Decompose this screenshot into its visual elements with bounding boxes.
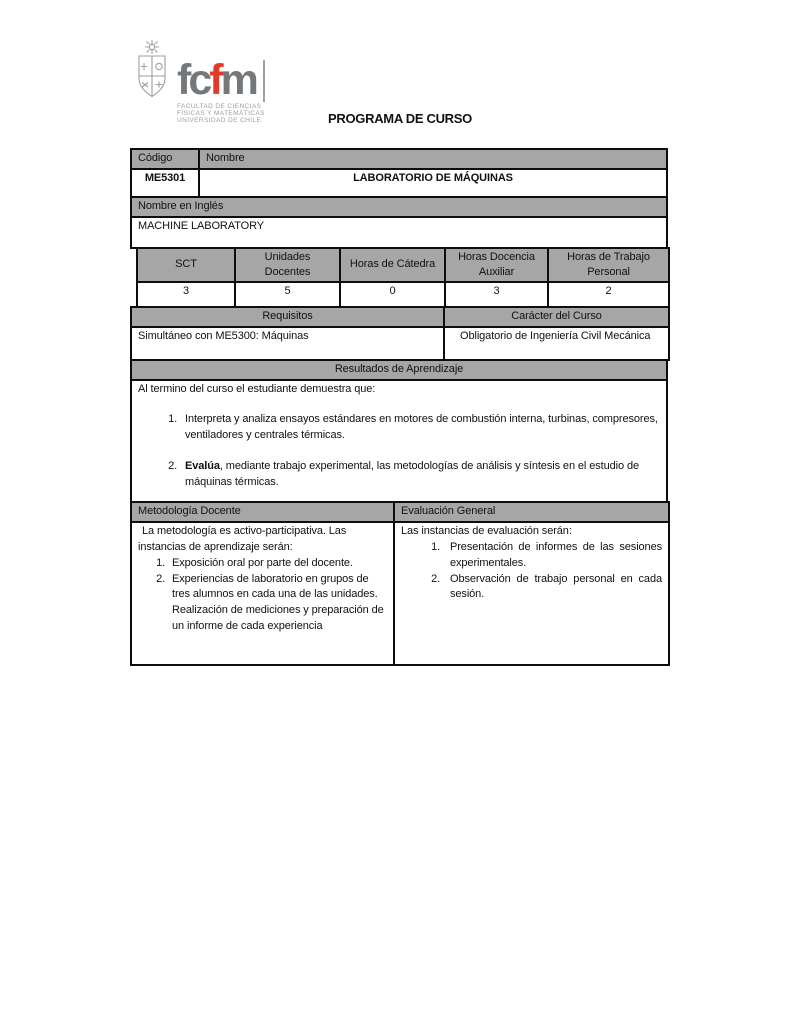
evaluacion-content-cell (394, 522, 669, 665)
evaluacion-list (401, 540, 662, 604)
resultados-intro: Al termino del curso el estudiante demuestra que: (138, 382, 376, 395)
sct-header-cell: SCT (137, 248, 235, 282)
hours-table (136, 247, 670, 308)
resultados-header-cell: Resultados de Aprendizaje (131, 360, 667, 380)
table-row (137, 248, 669, 282)
list-item: 2. Observación de trabajo personal en cada sesión. (443, 572, 662, 604)
list-item: 1. Exposición oral por parte del docente. (168, 556, 387, 572)
sct-value: 3 (137, 282, 235, 307)
codigo-header-cell: Código (131, 149, 199, 169)
table-row (137, 282, 669, 307)
metodologia-evaluacion-table (130, 501, 670, 666)
list-item-text: , mediante trabajo experimental, las metodologías de análisis y síntesis en el estudio de máquinas térmicas. (185, 459, 639, 488)
evaluacion-header-cell: Evaluación General (394, 502, 669, 522)
logo-subtext-line: UNIVERSIDAD DE CHILE (177, 116, 262, 124)
evaluacion-intro: Las instancias de evaluación serán: (401, 524, 572, 537)
resultados-table (130, 359, 668, 503)
nombre-header-cell: Nombre (199, 149, 667, 169)
table-row (131, 149, 667, 169)
list-item (180, 459, 660, 491)
nombre-ingles-value: MACHINE LABORATORY (131, 217, 667, 248)
table-row (131, 307, 669, 327)
resultados-content-cell (131, 380, 667, 502)
unidades-docentes-value: 5 (235, 282, 340, 307)
nombre-value: LABORATORIO DE MÁQUINAS (199, 169, 667, 197)
table-row (131, 197, 667, 217)
resultados-list (138, 412, 660, 491)
english-name-table (130, 196, 668, 249)
list-item-text: Interpreta y analiza ensayos estándares en motores de combustión interna, turbinas, compresores, ventiladores y centrales térmicas. (185, 412, 658, 441)
table-row (131, 522, 669, 665)
unidades-docentes-header-cell: Unidades Docentes (235, 248, 340, 282)
horas-trabajo-personal-value: 2 (548, 282, 669, 307)
metodologia-header-cell: Metodología Docente (131, 502, 394, 522)
wordmark-fc: fc (177, 56, 210, 104)
nombre-ingles-header-cell: Nombre en Inglés (131, 197, 667, 217)
course-program-table (130, 148, 668, 666)
list-item: 1. Presentación de informes de las sesiones experimentales. (443, 540, 662, 572)
horas-catedra-value: 0 (340, 282, 445, 307)
fcfm-wordmark (177, 56, 265, 104)
requisitos-table (130, 306, 670, 361)
metodologia-intro: La metodología es activo-participativa. Las instancias de aprendizaje serán: (138, 524, 347, 553)
table-row (131, 380, 667, 502)
requisitos-header-cell: Requisitos (131, 307, 444, 327)
table-row (131, 327, 669, 360)
metodologia-list (138, 556, 387, 636)
page-title: PROGRAMA DE CURSO (328, 111, 472, 126)
table-row (131, 169, 667, 197)
list-item-bold-text: Evalúa (185, 459, 220, 472)
caracter-curso-header-cell: Carácter del Curso (444, 307, 669, 327)
horas-docencia-auxiliar-value: 3 (445, 282, 548, 307)
requisitos-value: Simultáneo con ME5300: Máquinas (131, 327, 444, 360)
metodologia-content-cell (131, 522, 394, 665)
table-row (131, 360, 667, 380)
horas-catedra-header-cell: Horas de Cátedra (340, 248, 445, 282)
table-row (131, 217, 667, 248)
table-row (131, 502, 669, 522)
university-crest-icon (134, 39, 170, 101)
horas-trabajo-personal-header-cell: Horas de Trabajo Personal (548, 248, 669, 282)
logo-subtext-line: FÍSICAS Y MATEMÁTICAS (177, 109, 265, 117)
wordmark-m: m (220, 56, 256, 104)
list-item (180, 412, 660, 444)
horas-docencia-auxiliar-header-cell: Horas Docencia Auxiliar (445, 248, 548, 282)
wordmark-accent-f: f (209, 56, 221, 104)
caracter-curso-value: Obligatorio de Ingeniería Civil Mecánica (444, 327, 669, 360)
course-id-table (130, 148, 668, 198)
logo-subtext-line: FACULTAD DE CIENCIAS (177, 103, 262, 110)
list-item: 2. Experiencias de laboratorio en grupos de tres alumnos en cada una de las unidades. Realización de mediciones y preparación de un informe de cada experiencia (168, 572, 387, 636)
codigo-value: ME5301 (131, 169, 199, 197)
